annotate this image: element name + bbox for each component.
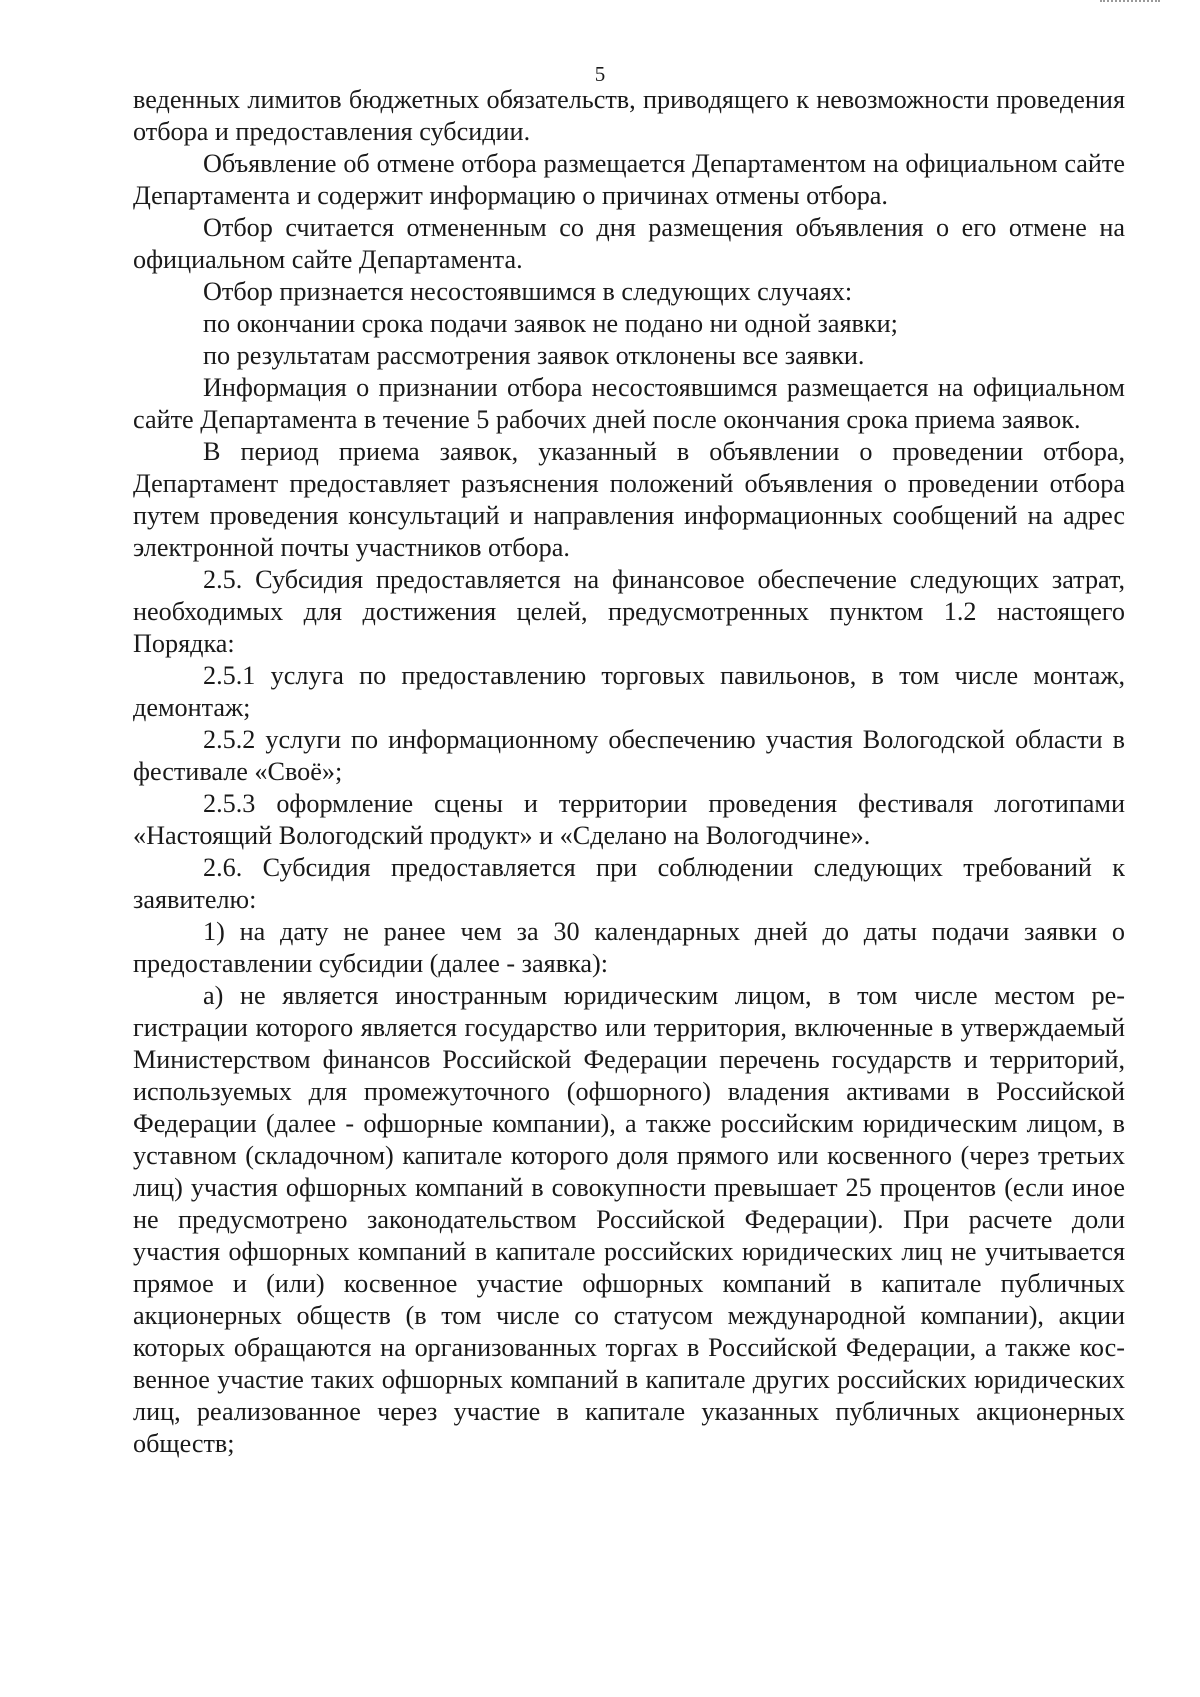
paragraph: 2.6. Субсидия предоставляется при соблюдении следующих требований к заявителю:: [133, 853, 1125, 914]
document-body: [133, 84, 1125, 1460]
paragraph: по результатам рассмотрения заявок отклонены все заявки.: [203, 341, 865, 370]
paragraph: Отбор считается отмененным со дня размещения объявления о его отмене на официальном сайте Департамента.: [133, 213, 1125, 274]
paragraph: 2.5.1 услуга по предоставлению торговых павильонов, в том числе монтаж, демонтаж;: [133, 661, 1125, 722]
paragraph: 2.5.2 услуги по информационному обеспечению участия Вологодской области в фестивале «Своё»;: [133, 725, 1125, 786]
paragraph: Объявление об отмене отбора размещается Департаментом на официальном сайте Департамента и содержит информацию о причинах отмены отбора.: [133, 149, 1125, 210]
paragraph: 2.5. Субсидия предоставляется на финансовое обеспечение следующих затрат, необходимых для достижения целей, предусмотренных пунктом 1.2 настоящего Порядка:: [133, 565, 1125, 658]
paragraph: 2.5.3 оформление сцены и территории проведения фестиваля логотипами «Настоящий Вологодский продукт» и «Сделано на Вологодчине».: [133, 789, 1125, 850]
paragraph: 1) на дату не ранее чем за 30 календарных дней до даты подачи заявки о предоставлении субсидии (далее - заявка):: [133, 917, 1125, 978]
page-number: 5: [594, 62, 606, 86]
paragraph: В период приема заявок, указанный в объявлении о проведении отбора, Департамент предоставляет разъяснения положений объявления о проведении отбора путем проведения консультаций и направления информационных сообщений на адрес электронной почты участников отбора.: [133, 437, 1125, 562]
paragraph-continuation: веденных лимитов бюджетных обязательств, приводящего к невозможности проведения отбора и предоставления субсидии.: [133, 85, 1125, 146]
paragraph: по окончании срока подачи заявок не подано ни одной заявки;: [203, 309, 898, 338]
scan-corner-mark: [1100, 0, 1160, 6]
paragraph: а) не является иностранным юридическим лицом, в том числе местом регистрации которого является государство или территория, включенные в утверждаемый Министерством финансов Российской Федерации перечень государств и территорий, используемых для промежуточного (офшорного) владения активами в Российской Федерации (далее - офшорные компании), а также российским юридическим лицом, в уставном (складочном) капитале которого доля прямого или косвенного (через третьих лиц) участия офшорных компаний в совокупности превышает 25 процентов (если иное не предусмотрено законодательством Российской Федерации). При расчете доли участия офшорных компаний в капитале российских юридических лиц не учитывается прямое и (или) косвенное участие офшорных компаний в капитале публичных акционерных обществ (в том числе со статусом международной компании), акции которых обращаются на организованных торгах в Российской Федерации, а также косвенное участие таких офшорных компаний в капитале других российских юридических лиц, реализованное через участие в капитале указанных публичных акционерных обществ;: [133, 981, 1125, 1458]
paragraph: Отбор признается несостоявшимся в следующих случаях:: [203, 277, 853, 306]
paragraph: Информация о признании отбора несостоявшимся размещается на официальном сайте Департамента в течение 5 рабочих дней после окончания срока приема заявок.: [133, 373, 1125, 434]
